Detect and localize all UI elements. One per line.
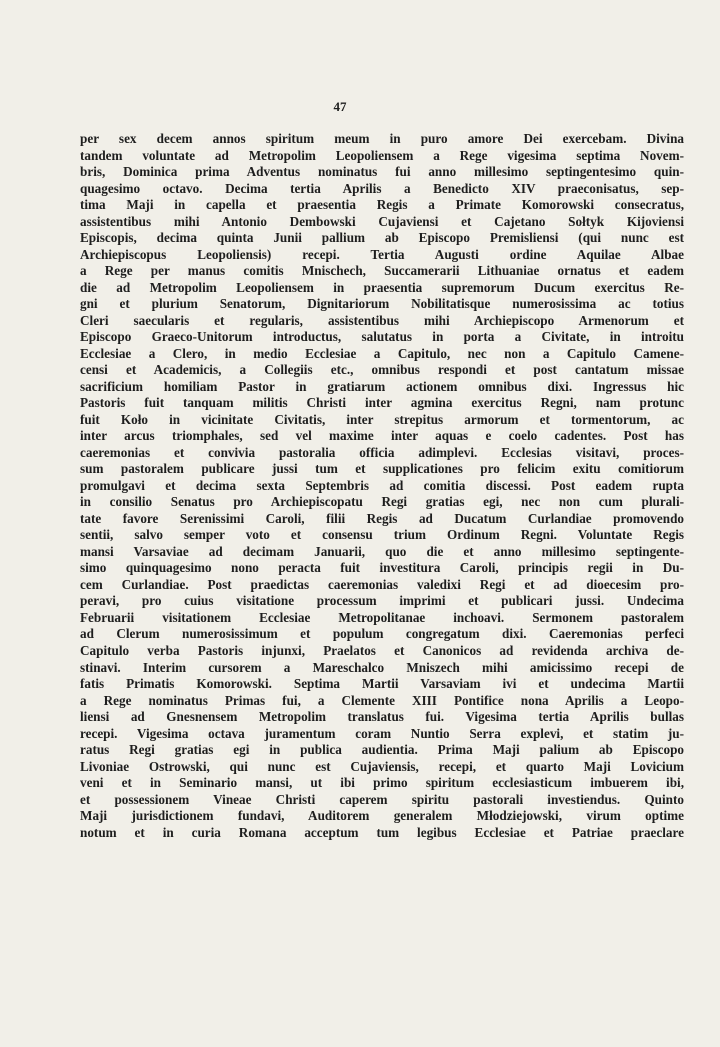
text-line: et possessionem Vineae Christi caperem spiritu pastorali investiendus. Quinto <box>80 791 684 807</box>
page-number: 47 <box>333 99 347 114</box>
text-line: Pastoris fuit tanquam militis Christi inter agmina exercitus Regni, nam protunc <box>80 395 684 411</box>
text-line: Cleri saecularis et regularis, assistentibus mihi Archiepiscopo Armenorum et <box>80 312 684 328</box>
text-line: mansi Varsaviae ad decimam Januarii, quo die et anno millesimo septingente- <box>80 543 684 559</box>
text-line: a Rege nominatus Primas fui, a Clemente XIII Pontifice nona Aprilis a Leopo- <box>80 692 684 708</box>
text-line: bris, Dominica prima Adventus nominatus fui anno millesimo septingentesimo quin- <box>80 164 684 180</box>
text-line: assistentibus mihi Antonio Dembowski Cujaviensi et Cajetano Sołtyk Kijoviensi <box>80 213 684 229</box>
text-line: sum pastoralem publicare jussi tum et supplicationes pro felicim exitu comitiorum <box>80 461 684 477</box>
text-line: notum et in curia Romana acceptum tum legibus Ecclesiae et Patriae praeclare <box>80 824 684 840</box>
text-line: tandem voluntate ad Metropolim Leopoliensem a Rege vigesima septima Novem- <box>80 147 684 163</box>
text-line: recepi. Vigesima octava juramentum coram Nuntio Serra explevi, et statim ju- <box>80 725 684 741</box>
text-line: liensi ad Gnesnensem Metropolim translatus fui. Vigesima tertia Aprilis bullas <box>80 709 684 725</box>
text-line: sentii, salvo semper voto et consensu trium Ordinum Regni. Voluntate Regis <box>80 527 684 543</box>
text-line: a Rege per manus comitis Mnischech, Succamerarii Lithuaniae ornatus et eadem <box>80 263 684 279</box>
text-line: fuit Koło in vicinitate Civitatis, inter strepitus armorum et tormentorum, ac <box>80 411 684 427</box>
text-line: Ecclesiae a Clero, in medio Ecclesiae a Capitulo, nec non a Capitulo Camene- <box>80 345 684 361</box>
text-line: per sex decem annos spiritum meum in puro amore Dei exercebam. Divina <box>80 131 684 146</box>
text-line: Archiepiscopus Leopoliensis) recepi. Tertia Augusti ordine Aquilae Albae <box>80 246 684 262</box>
text-line: simo quinquagesimo nono peracta fuit investitura Caroli, principis regii in Du- <box>80 560 684 576</box>
text-line: peravi, pro cuius visitatione processum imprimi et publicari jussi. Undecima <box>80 593 684 609</box>
text-line: ratus Regi gratias egi in publica audientia. Prima Maji palium ab Episcopo <box>80 742 684 758</box>
text-line: ad Clerum numerosissimum et populum congregatum dixi. Caeremonias perfeci <box>80 626 684 642</box>
text-line: cem Curlandiae. Post praedictas caeremonias valedixi Regi et ad dioecesim pro- <box>80 576 684 592</box>
text-line: in consilio Senatus pro Archiepiscopatu Regi gratias egi, nec non cum plurali- <box>80 494 684 510</box>
text-line: sacrificium homiliam Pastor in gratiarum actionem omnibus dixi. Ingressus hic <box>80 378 684 394</box>
text-line: veni et in Seminario mansi, ut ibi primo spiritum ecclesiasticum imbuerem ibi, <box>80 775 684 791</box>
text-line: quagesimo octavo. Decima tertia Aprilis a Benedicto XIV praeconisatus, sep- <box>80 180 684 196</box>
text-line: censi et Academicis, a Collegiis etc., omnibus respondi et post cantatum missae <box>80 362 684 378</box>
text-line: tate favore Serenissimi Caroli, filii Regis ad Ducatum Curlandiae promovendo <box>80 510 684 526</box>
body-text <box>80 131 684 841</box>
text-line: Livoniae Ostrowski, qui nunc est Cujaviensis, recepi, et quarto Maji Lovicium <box>80 758 684 774</box>
text-line: Maji jurisdictionem fundavi, Auditorem generalem Młodziejowski, virum optime <box>80 808 684 824</box>
text-line: gni et plurium Senatorum, Dignitariorum Nobilitatisque numerosissima ac totius <box>80 296 684 312</box>
text-line: stinavi. Interim cursorem a Mareschalco Mniszech mihi amicissimo recepi de <box>80 659 684 675</box>
text-line: promulgavi et decima sexta Septembris ad comitia discessi. Post eadem rupta <box>80 477 684 493</box>
text-line: caeremonias et convivia pastoralia officia adimplevi. Ecclesias visitavi, proces- <box>80 444 684 460</box>
text-line: tima Maji in capella et praesentia Regis a Primate Komorowski consecratus, <box>80 197 684 213</box>
text-line: Episcopo Graeco-Unitorum introductus, salutatus in porta a Civitate, in introitu <box>80 329 684 345</box>
text-line: die ad Metropolim Leopoliensem in praesentia supremorum Ducum exercitus Re- <box>80 279 684 295</box>
text-line: Capitulo verba Pastoris injunxi, Praelatos et Canonicos ad revidenda archiva de- <box>80 642 684 658</box>
text-line: fatis Primatis Komorowski. Septima Martii Varsaviam ivi et undecima Martii <box>80 676 684 692</box>
text-line: Februarii visitationem Ecclesiae Metropolitanae inchoavi. Sermonem pastoralem <box>80 609 684 625</box>
text-line: Episcopis, decima quinta Junii pallium ab Episcopo Premisliensi (qui nunc est <box>80 230 684 246</box>
text-line: inter arcus triomphales, sed vel maxime inter aquas e coelo cadentes. Post has <box>80 428 684 444</box>
